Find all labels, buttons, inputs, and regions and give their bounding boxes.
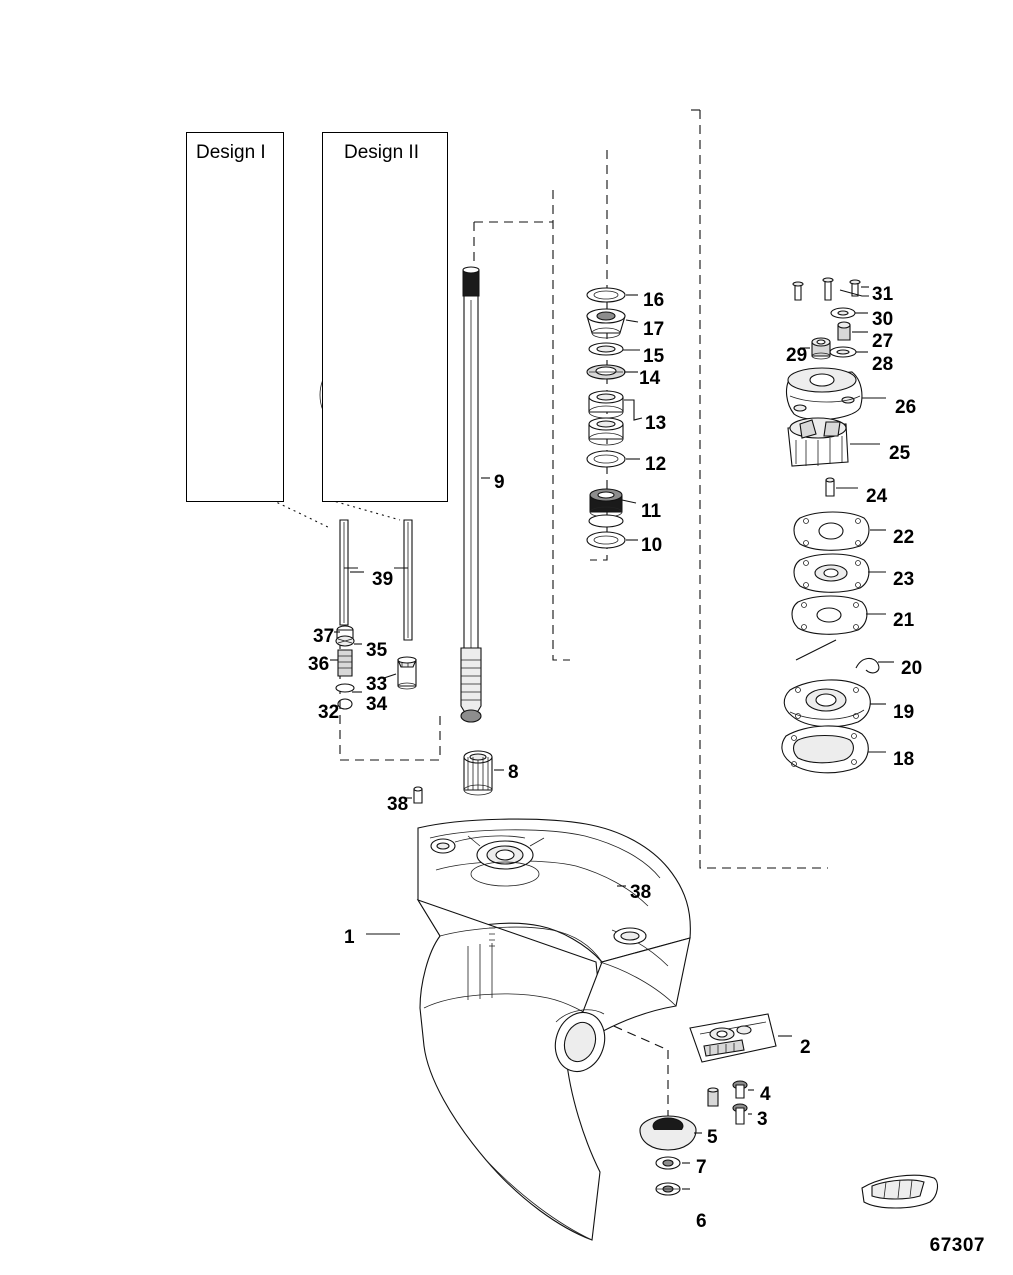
callout-12: 12	[645, 454, 667, 475]
callout-19: 19	[893, 702, 915, 723]
callout-4: 4	[760, 1084, 771, 1105]
callout-27: 27	[872, 331, 894, 352]
callout-32: 32	[318, 702, 340, 723]
callout-31: 31	[872, 284, 894, 305]
callout-38: 38	[387, 794, 409, 815]
callout-30: 30	[872, 309, 894, 330]
callout-38: 38	[630, 882, 652, 903]
callout-20: 20	[901, 658, 923, 679]
design-box-2	[322, 132, 448, 502]
callout-5: 5	[707, 1127, 718, 1148]
callout-1: 1	[344, 927, 355, 948]
callout-23: 23	[893, 569, 915, 590]
callout-8: 8	[508, 762, 519, 783]
callout-17: 17	[643, 319, 665, 340]
callout-26: 26	[895, 397, 917, 418]
design-box-1	[186, 132, 284, 502]
callout-24: 24	[866, 486, 888, 507]
callout-16: 16	[643, 290, 665, 311]
design-box-1-label: Design I	[196, 142, 266, 163]
callout-7: 7	[696, 1157, 707, 1178]
callout-9: 9	[494, 472, 505, 493]
callout-11: 11	[641, 501, 662, 522]
callout-39: 39	[372, 569, 394, 590]
callout-18: 18	[893, 749, 915, 770]
callout-22: 22	[893, 527, 915, 548]
callout-14: 14	[639, 368, 661, 389]
callout-35: 35	[366, 640, 388, 661]
callout-6: 6	[696, 1211, 707, 1232]
callout-34: 34	[366, 694, 388, 715]
callout-3: 3	[757, 1109, 768, 1130]
callout-2: 2	[800, 1037, 811, 1058]
callout-10: 10	[641, 535, 663, 556]
callout-21: 21	[893, 610, 915, 631]
callout-36: 36	[308, 654, 330, 675]
callout-13: 13	[645, 413, 667, 434]
callout-33: 33	[366, 674, 388, 695]
callout-25: 25	[889, 443, 911, 464]
callout-29: 29	[786, 345, 808, 366]
callout-15: 15	[643, 346, 665, 367]
diagram-id: 67307	[929, 1235, 985, 1256]
callout-37: 37	[313, 626, 335, 647]
design-box-2-label: Design II	[344, 142, 419, 163]
callout-28: 28	[872, 354, 894, 375]
